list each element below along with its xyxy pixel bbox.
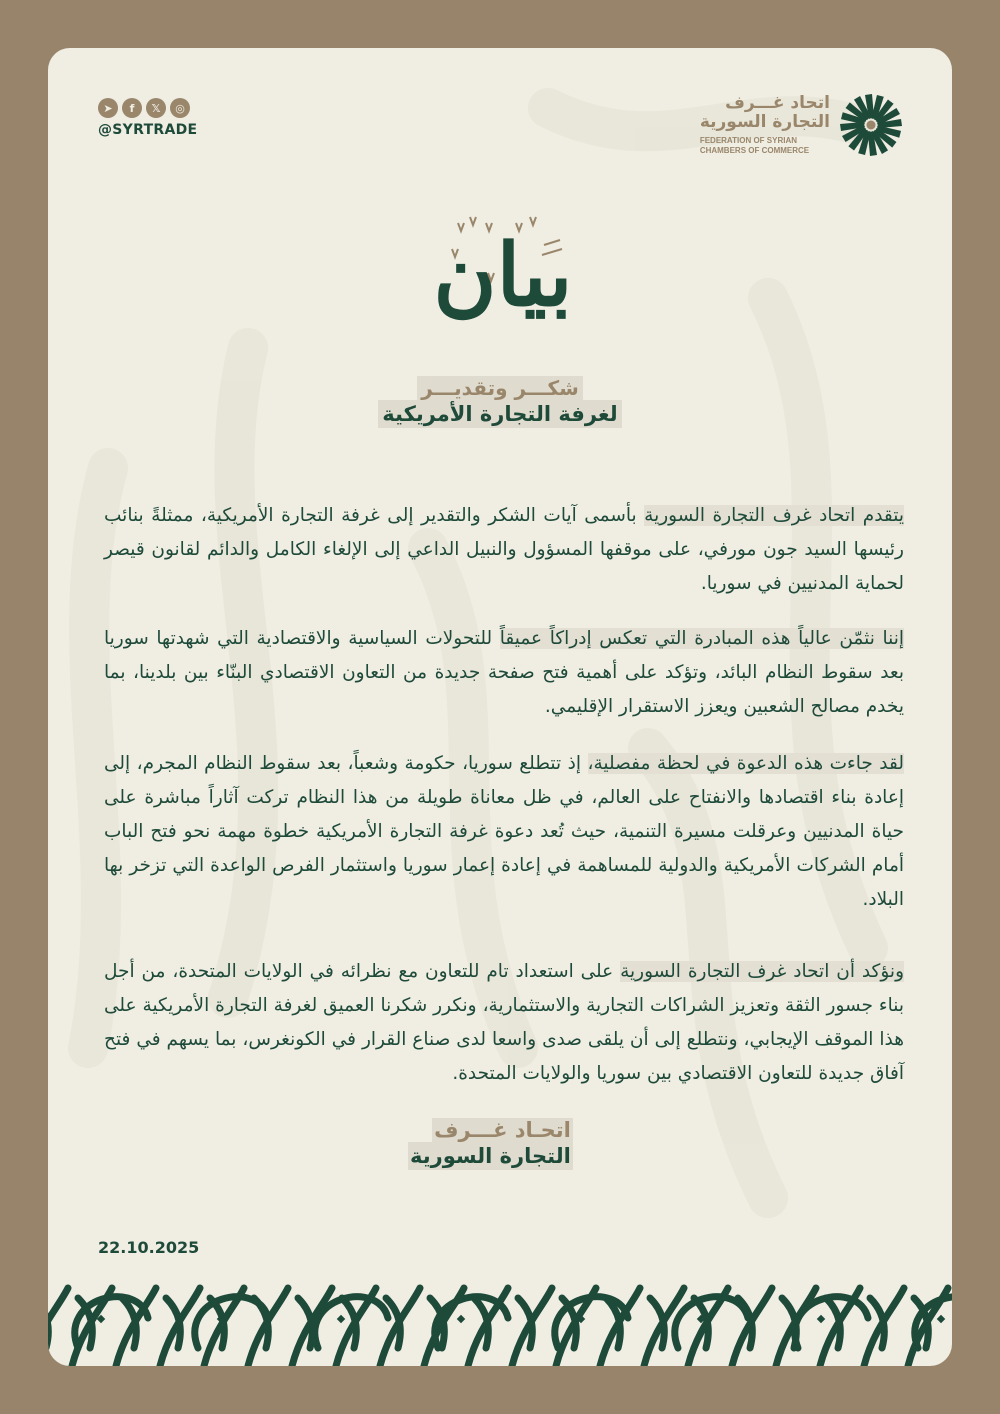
statement-card — [48, 48, 952, 1366]
brand-arabic-line2: التجارة السورية — [699, 112, 830, 132]
social-handle: @SYRTRADE — [98, 122, 198, 138]
paragraph-1-highlight: يتقدم اتحاد غرف التجارة السورية — [644, 504, 904, 526]
footer-dot — [337, 1315, 345, 1323]
title-calligraphy-bayan — [428, 193, 578, 323]
paragraph-4-text: على استعداد تام للتعاون مع نظرائه في الولايات المتحدة، من أجل بناء جسور الثقة وتعزيز الشراكات التجارية والاستثمارية، ونكرر شكرنا العميق لغرفة التجارة الأمريكية على هذا الموقف الإيجابي، ونتطلع إلى أن يلقى صدى واسعا لدى صناع القرار في الكونغرس، بما يسهم في فتح آفاق جديدة للتعاون الاقتصادي بين سوريا والولايات المتحدة. — [104, 960, 904, 1084]
footer-dot — [457, 1315, 465, 1323]
paragraph-4-highlight: ونؤكد أن اتحاد غرف التجارة السورية — [620, 960, 905, 982]
paragraph-1-text: بأسمى آيات الشكر والتقدير إلى غرفة التجارة الأمريكية، ممثلةً بنائب رئيسها السيد جون مورفي، على موقفها المسؤول والنبيل الداعي إلى الإلغاء الكامل والدائم لقانون قيصر لحماية المدنيين في سوريا. — [104, 504, 904, 594]
paragraph-4 — [104, 955, 904, 1091]
signature-line2: التجارة السورية — [410, 1144, 571, 1168]
title-text: بيان — [433, 225, 573, 323]
footer-arc — [675, 1297, 748, 1348]
social-icons — [98, 98, 197, 118]
x-icon[interactable]: 𝕏 — [146, 98, 166, 118]
pinwheel-logo-icon — [838, 92, 904, 158]
social-block — [98, 98, 197, 138]
brand-english-line2: CHAMBERS OF COMMERCE — [699, 146, 810, 155]
footer-calligraphy-pattern — [48, 1278, 952, 1366]
logo-center-dot — [867, 121, 876, 130]
brand-logo — [700, 92, 904, 158]
paragraph-3 — [104, 747, 904, 917]
paragraph-3-text: إذ تتطلع سوريا، حكومة وشعباً، بعد سقوط النظام المجرم، إلى إعادة بناء اقتصادها والانفتاح على العالم، في ظل معاناة طويلة من هذا النظام تركت آثاراً مباشرة على حياة المدنيين وعرقلت مسيرة التنمية، حيث تُعد دعوة غرفة التجارة الأمريكية خطوة مهمة نحو فتح الباب أمام الشركات الأمريكية والدولية للمساهمة في إعادة إعمار سوريا واستثمار الفرص الواعدة التي تزخر بها البلاد. — [104, 752, 904, 910]
brand-arabic-line1: اتحاد غـــرف — [725, 93, 830, 113]
instagram-icon[interactable]: ◎ — [170, 98, 190, 118]
signature-line1: اتحـاد غـــرف — [434, 1118, 571, 1142]
statement-date: 22.10.2025 — [98, 1238, 200, 1257]
footer-dot — [937, 1315, 945, 1323]
paragraph-1 — [104, 499, 904, 601]
subtitle-block — [48, 376, 952, 428]
brand-text — [700, 94, 830, 156]
telegram-icon[interactable]: ➤ — [98, 98, 118, 118]
brand-english-line1: FEDERATION OF SYRIAN — [699, 136, 797, 145]
facebook-icon[interactable]: f — [122, 98, 142, 118]
footer-dot — [817, 1315, 825, 1323]
signature-block — [408, 1118, 573, 1170]
paragraph-2-highlight: إننا نثمّن عالياً هذه المبادرة التي تعكس إدراكاً عميقاً — [499, 627, 904, 649]
subtitle-line1: شكـــر وتقديـــر — [417, 376, 583, 400]
paragraph-2 — [104, 622, 904, 724]
paragraph-2-text: للتحولات السياسية والاقتصادية التي شهدتها سوريا بعد سقوط النظام البائد، وتؤكد على أهمية فتح صفحة جديدة من التعاون الاقتصادي البنّاء بين بلدينا، بما يخدم مصالح الشعبين ويعزز الاستقرار الإقليمي. — [104, 627, 904, 717]
subtitle-line2: لغرفة التجارة الأمريكية — [378, 400, 621, 428]
paragraph-3-highlight: لقد جاءت هذه الدعوة في لحظة مفصلية، — [587, 752, 905, 774]
